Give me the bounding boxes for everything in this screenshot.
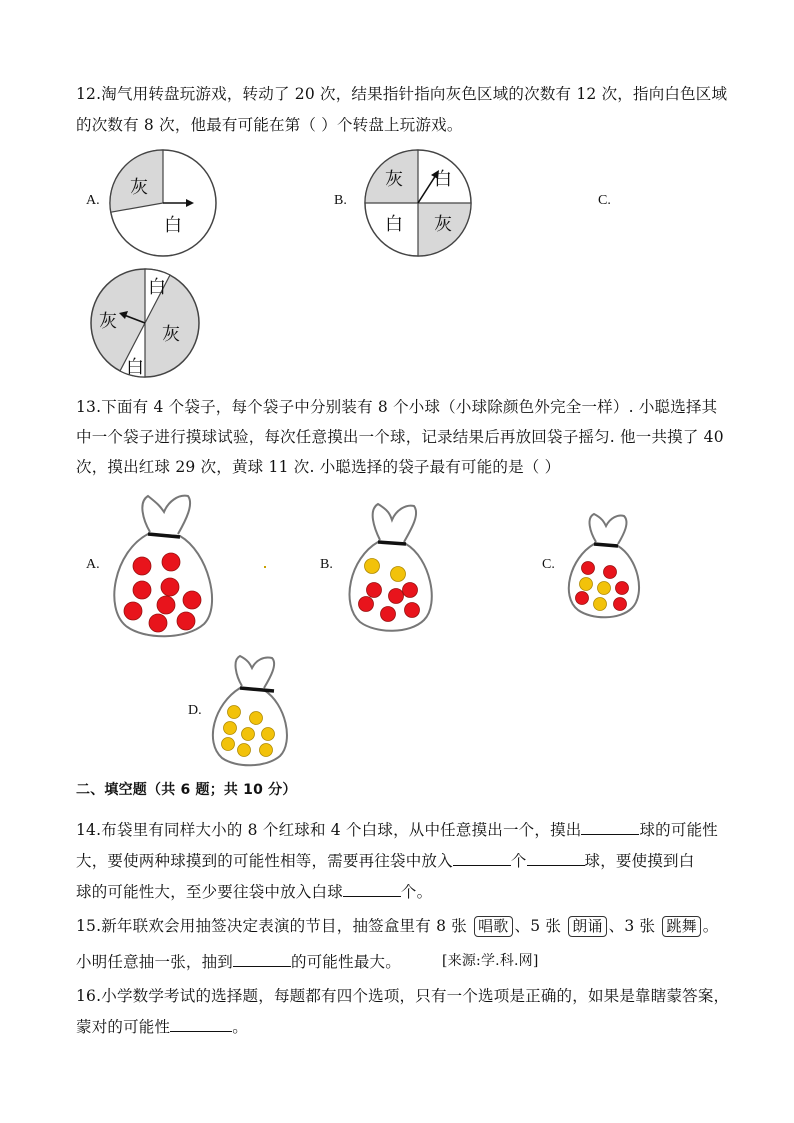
- spinner-a-gray-label: 灰: [130, 177, 148, 198]
- spinner-b-gray-label-1: 灰: [385, 169, 403, 190]
- q12-option-c-label[interactable]: C.: [598, 193, 611, 208]
- q12-option-a-label[interactable]: A.: [86, 193, 100, 208]
- section-title: 二、填空题（共 6 题；共 10 分）: [76, 782, 297, 798]
- q14-text-2c: 球，要使摸到白: [584, 852, 695, 870]
- spinner-b-white-label-1: 白: [434, 169, 452, 190]
- q15-text-2a: 小明任意抽一张，抽到: [76, 953, 234, 971]
- bag-d[interactable]: [208, 654, 294, 770]
- q16-blank[interactable]: [170, 1017, 232, 1032]
- q14-blank-3[interactable]: [527, 851, 585, 866]
- card-sing: 唱歌: [474, 916, 512, 937]
- q13-option-d-label[interactable]: D.: [188, 703, 202, 718]
- q13-text-line1: 13.下面有 4 个袋子，每个袋子中分别装有 8 个小球（小球除颜色外完全一样）. 小聪选择其: [76, 398, 718, 416]
- q15-line2: [76, 950, 401, 972]
- spinner-a-white-label: 白: [164, 215, 182, 236]
- stray-dot: [264, 566, 266, 568]
- q14-text-1a: 14.布袋里有同样大小的 8 个红球和 4 个白球，从中任意摸出一个，摸出: [76, 821, 582, 839]
- q15-text-1d: 。: [702, 917, 719, 935]
- spinner-c-gray-label-1: 灰: [99, 311, 117, 332]
- card-dance: 跳舞: [662, 916, 700, 937]
- q13-text-line2: 中一个袋子进行摸球试验，每次任意摸出一个球，记录结果后再放回袋子摇匀. 他一共摸了 40: [76, 428, 724, 446]
- q15-text-1a: 15.新年联欢会用抽签决定表演的节目，抽签盒里有 8 张: [76, 917, 467, 935]
- q16-text-2a: 蒙对的可能性: [76, 1018, 171, 1036]
- spinner-c-white-label-2: 白: [126, 357, 144, 378]
- q14-text-2b: 个: [510, 852, 527, 870]
- q13-option-b-label[interactable]: B.: [320, 557, 333, 572]
- q13-option-a-label[interactable]: A.: [86, 557, 100, 572]
- q13-text-line3: 次，摸出红球 29 次，黄球 11 次. 小聪选择的袋子最有可能的是（ ）: [76, 458, 561, 476]
- q15-text-1c: 、3 张: [608, 917, 656, 935]
- q15-text-1b: 、5 张: [514, 917, 562, 935]
- bag-a[interactable]: [108, 490, 218, 640]
- spinner-c[interactable]: [88, 268, 202, 378]
- q14-text-1b: 球的可能性: [639, 821, 718, 839]
- spinner-c-gray-label-2: 灰: [162, 324, 180, 345]
- q14-text-3a: 球的可能性大，至少要往袋中放入白球: [76, 883, 343, 901]
- q16-text-2b: 。: [232, 1018, 248, 1036]
- spinner-b-white-label-2: 白: [385, 214, 403, 235]
- q14-line3: [76, 880, 432, 902]
- q16-line2: [76, 1015, 248, 1037]
- q14-blank-4[interactable]: [343, 882, 401, 897]
- q14-blank-1[interactable]: [581, 820, 639, 835]
- spinner-a[interactable]: [108, 148, 218, 258]
- q16-text-line1: 16.小学数学考试的选择题，每题都有四个选项，只有一个选项是正确的，如果是靠瞎蒙答案，: [76, 987, 730, 1005]
- q15-blank[interactable]: [233, 952, 291, 967]
- card-recite: 朗诵: [568, 916, 606, 937]
- q14-blank-2[interactable]: [453, 851, 511, 866]
- q14-text-3b: 个。: [400, 883, 433, 901]
- q12-text-line2: 的次数有 8 次，他最有可能在第（ ）个转盘上玩游戏。: [76, 116, 463, 134]
- spinner-b[interactable]: [362, 148, 474, 258]
- q12-text-line1: 12.淘气用转盘玩游戏，转动了 20 次，结果指针指向灰色区域的次数有 12 次，指向白色区域: [76, 85, 728, 103]
- q15-text-2b: 的可能性最大。: [291, 953, 401, 971]
- bag-b[interactable]: [344, 500, 436, 640]
- q12-option-b-label[interactable]: B.: [334, 193, 347, 208]
- bag-c[interactable]: [564, 512, 646, 622]
- q15-source-tag: [来源:学.科.网]: [442, 953, 539, 969]
- q14-line1: [76, 818, 718, 840]
- spinner-c-white-label-1: 白: [148, 277, 166, 298]
- q14-text-2a: 大，要使两种球摸到的可能性相等，需要再往袋中放入: [76, 852, 453, 870]
- q15-line1: [76, 914, 719, 937]
- spinner-b-gray-label-2: 灰: [434, 214, 452, 235]
- q14-line2: [76, 849, 694, 871]
- q13-option-c-label[interactable]: C.: [542, 557, 555, 572]
